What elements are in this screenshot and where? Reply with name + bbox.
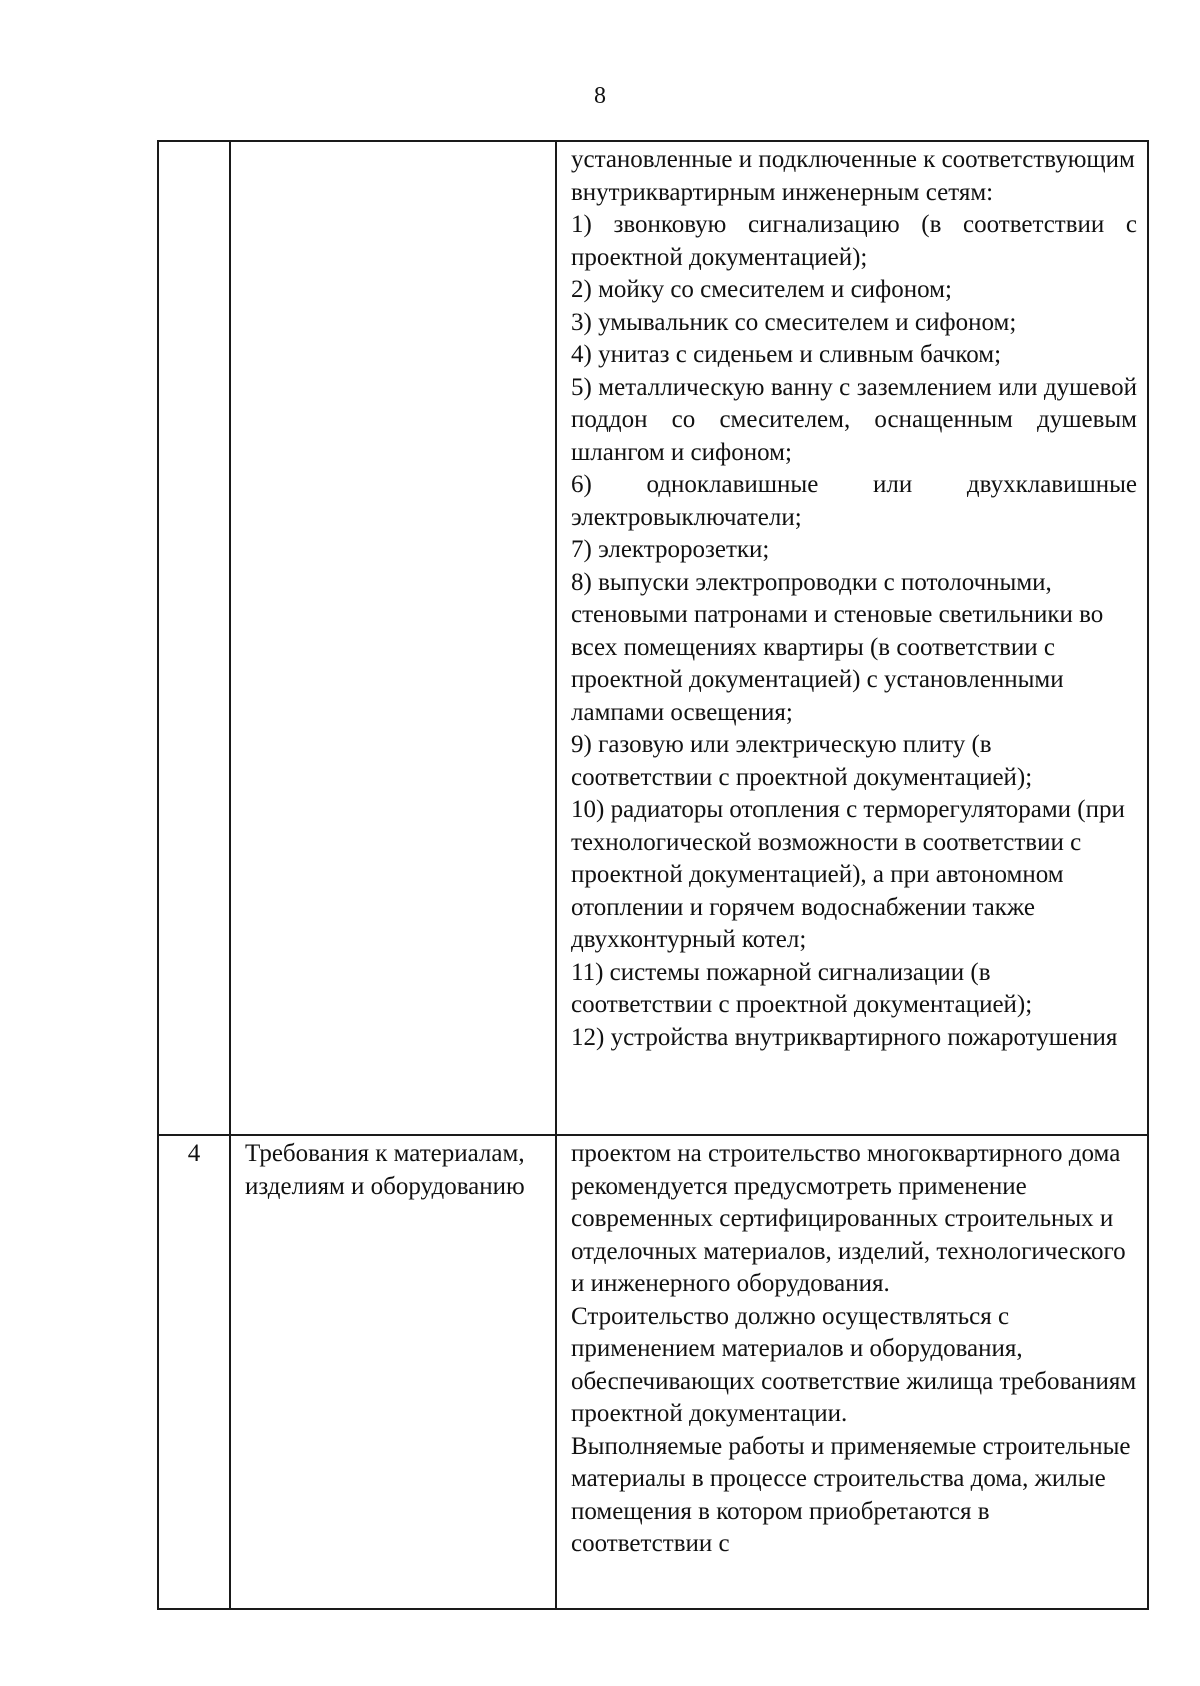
list-item: 6) одноклавишные или двухклавишные электровыключатели; bbox=[571, 471, 1137, 531]
list-item: 12) устройства внутриквартирного пожаротушения bbox=[571, 1023, 1118, 1051]
list-item: 5) металлическую ванну с заземлением или душевой поддон со смесителем, оснащенным душевым шлангом и сифоном; bbox=[571, 373, 1137, 466]
list-item: 2) мойку со смесителем и сифоном; bbox=[571, 276, 952, 303]
paragraph: Выполняемые работы и применяемые строительные материалы в процессе строительства дома, жилые помещения в котором приобретаются в соответствии с bbox=[571, 1432, 1131, 1557]
paragraph: проектом на строительство многоквартирного дома рекомендуется предусмотреть применение современных сертифицированных строительных и отделочных материалов, изделий, технологического и инженерного оборудования. bbox=[571, 1140, 1126, 1297]
requirement-name-cell: Требования к материалам, изделиям и оборудованию bbox=[230, 1135, 556, 1609]
requirements-table bbox=[157, 140, 1149, 1610]
list-item: 3) умывальник со смесителем и сифоном; bbox=[571, 308, 1017, 336]
page-number: 8 bbox=[594, 83, 606, 109]
list-item: 10) радиаторы отопления с терморегуляторами (при технологической возможности в соответствии с проектной документацией), а при автономном отоплении и горячем водоснабжении также двухконтурный котел; bbox=[571, 796, 1125, 953]
list-item: 8) выпуски электропроводки с потолочными, стеновыми патронами и стеновые светильники во всех помещениях квартиры (в соответствии с проектной документацией) с установленными лампами освещения; bbox=[571, 568, 1104, 726]
row-number-cell: 4 bbox=[158, 1135, 230, 1609]
table-row bbox=[158, 1135, 1148, 1609]
requirement-name-cell bbox=[230, 141, 556, 1135]
requirement-text-cell bbox=[556, 1135, 1148, 1609]
list-item: 7) электророзетки; bbox=[571, 536, 770, 563]
paragraph: Строительство должно осуществляться с применением материалов и оборудования, обеспечивающих соответствие жилища требованиям проектной документации. bbox=[571, 1302, 1137, 1427]
paragraph-intro: установленные и подключенные к соответствующим внутриквартирным инженерным сетям: bbox=[571, 146, 1135, 206]
list-item: 1) звонковую сигнализацию (в соответствии с проектной документацией); bbox=[571, 211, 1137, 271]
requirement-text-cell bbox=[556, 141, 1148, 1135]
row-number-cell bbox=[158, 141, 230, 1135]
table-row bbox=[158, 141, 1148, 1135]
list-item: 11) системы пожарной сигнализации (в соответствии с проектной документацией); bbox=[571, 958, 1033, 1018]
list-item: 4) унитаз с сиденьем и сливным бачком; bbox=[571, 341, 1002, 368]
list-item: 9) газовую или электрическую плиту (в соответствии с проектной документацией); bbox=[571, 731, 1033, 791]
